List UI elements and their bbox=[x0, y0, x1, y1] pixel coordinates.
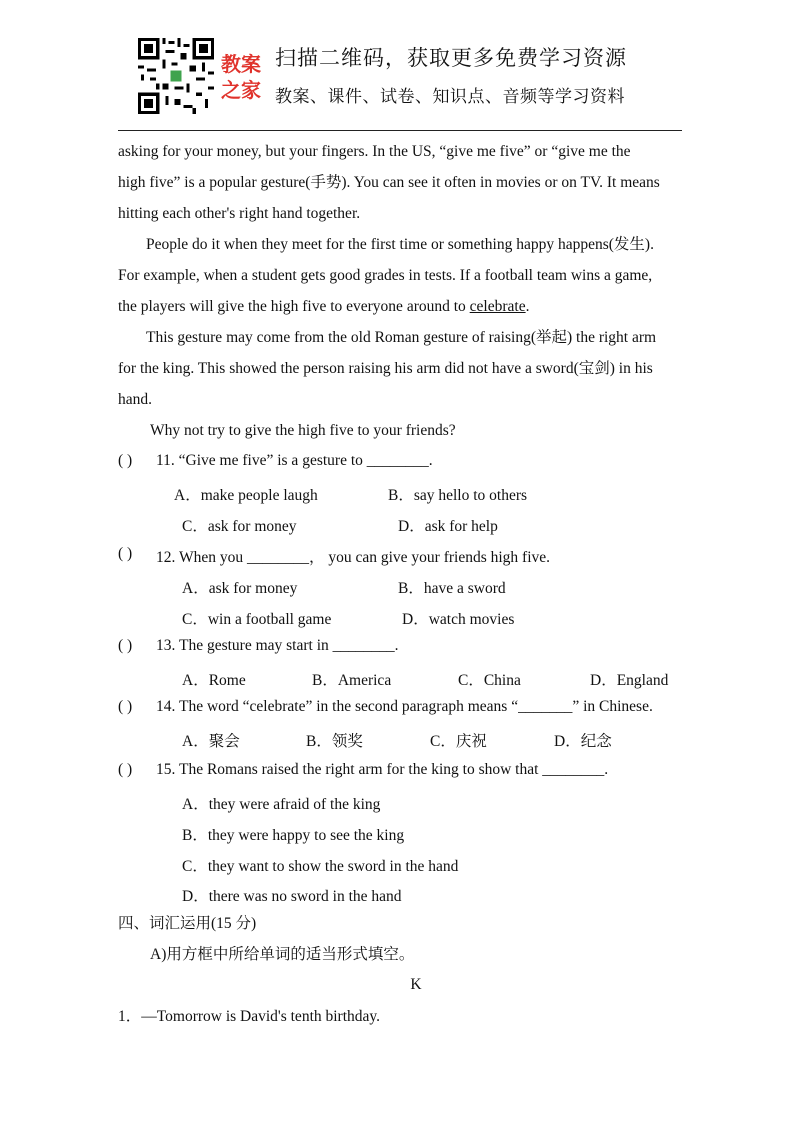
passage-line: hitting each other's right hand together. bbox=[118, 205, 361, 222]
q15-option-c: C．they want to show the sword in the hand bbox=[182, 858, 459, 875]
header-slogan: 扫描二维码，获取更多免费学习资源 bbox=[275, 46, 627, 70]
passage-text: the players will give the high five to everyone around to bbox=[118, 298, 470, 315]
passage-line: For example, when a student gets good grades in tests. If a football team wins a game, bbox=[118, 267, 653, 284]
q13-option-b: B．America bbox=[312, 672, 392, 689]
question-13: 13. The gesture may start in ________. bbox=[156, 637, 399, 654]
qr-code bbox=[138, 38, 214, 114]
q13-option-d: D．England bbox=[590, 672, 669, 689]
q11-option-d: D．ask for help bbox=[398, 518, 498, 535]
word-box: K bbox=[410, 976, 422, 993]
q15-option-a: A．they were afraid of the king bbox=[182, 796, 381, 813]
q14-option-b: B．领奖 bbox=[306, 733, 363, 750]
passage-line: hand. bbox=[118, 391, 153, 408]
q13-option-a: A．Rome bbox=[182, 672, 246, 689]
passage-line: asking for your money, but your fingers. In the US, “give me five” or “give me the bbox=[118, 143, 631, 160]
passage-line bbox=[118, 297, 529, 317]
answer-blank: ( ) bbox=[118, 452, 133, 469]
q12-option-c: C．win a football game bbox=[182, 611, 332, 628]
passage-text: . bbox=[525, 298, 530, 315]
q14-option-a: A．聚会 bbox=[182, 733, 240, 750]
answer-blank: ( ) bbox=[118, 698, 133, 715]
brand-line-2: 之家 bbox=[221, 78, 261, 102]
section-title: 四、词汇运用(15 分) bbox=[118, 915, 257, 932]
question-14: 14. The word “celebrate” in the second paragraph means “_______” in Chinese. bbox=[156, 698, 653, 715]
q12-option-d: D．watch movies bbox=[402, 611, 515, 628]
question-12: 12. When you ________， you can give your friends high five. bbox=[156, 549, 551, 566]
q11-option-b: B．say hello to others bbox=[388, 487, 528, 504]
exercise-item-1: 1．—Tomorrow is David's tenth birthday. bbox=[118, 1008, 381, 1025]
q11-option-c: C．ask for money bbox=[182, 518, 297, 535]
passage-line: This gesture may come from the old Roman gesture of raising(举起) the right arm bbox=[146, 329, 657, 346]
answer-blank: ( ) bbox=[118, 761, 133, 778]
q14-option-d: D．纪念 bbox=[554, 733, 612, 750]
q12-option-b: B．have a sword bbox=[398, 580, 506, 597]
brand-line-1: 教案 bbox=[221, 52, 261, 76]
q11-option-a: A．make people laugh bbox=[174, 487, 318, 504]
answer-blank: ( ) bbox=[118, 637, 133, 654]
underlined-word: celebrate bbox=[469, 298, 526, 315]
passage-line: high five” is a popular gesture(手势). You can see it often in movies or on TV. It means bbox=[118, 174, 660, 191]
q15-option-d: D．there was no sword in the hand bbox=[182, 888, 402, 905]
q13-option-c: C．China bbox=[458, 672, 521, 689]
header-divider bbox=[118, 130, 682, 131]
passage-line: People do it when they meet for the first time or something happy happens(发生). bbox=[146, 236, 654, 253]
question-15: 15. The Romans raised the right arm for the king to show that ________. bbox=[156, 761, 609, 778]
section-instruction: A)用方框中所给单词的适当形式填空。 bbox=[150, 946, 415, 963]
q14-option-c: C．庆祝 bbox=[430, 733, 487, 750]
q15-option-b: B．they were happy to see the king bbox=[182, 827, 405, 844]
answer-blank: ( ) bbox=[118, 545, 133, 562]
header-subtitle: 教案、课件、试卷、知识点、音频等学习资料 bbox=[275, 87, 625, 107]
q12-option-a: A．ask for money bbox=[182, 580, 298, 597]
passage-line: for the king. This showed the person raising his arm did not have a sword(宝剑) in his bbox=[118, 360, 653, 377]
passage-line: Why not try to give the high five to your friends? bbox=[150, 422, 456, 439]
question-11: 11. “Give me five” is a gesture to ________. bbox=[156, 452, 433, 469]
